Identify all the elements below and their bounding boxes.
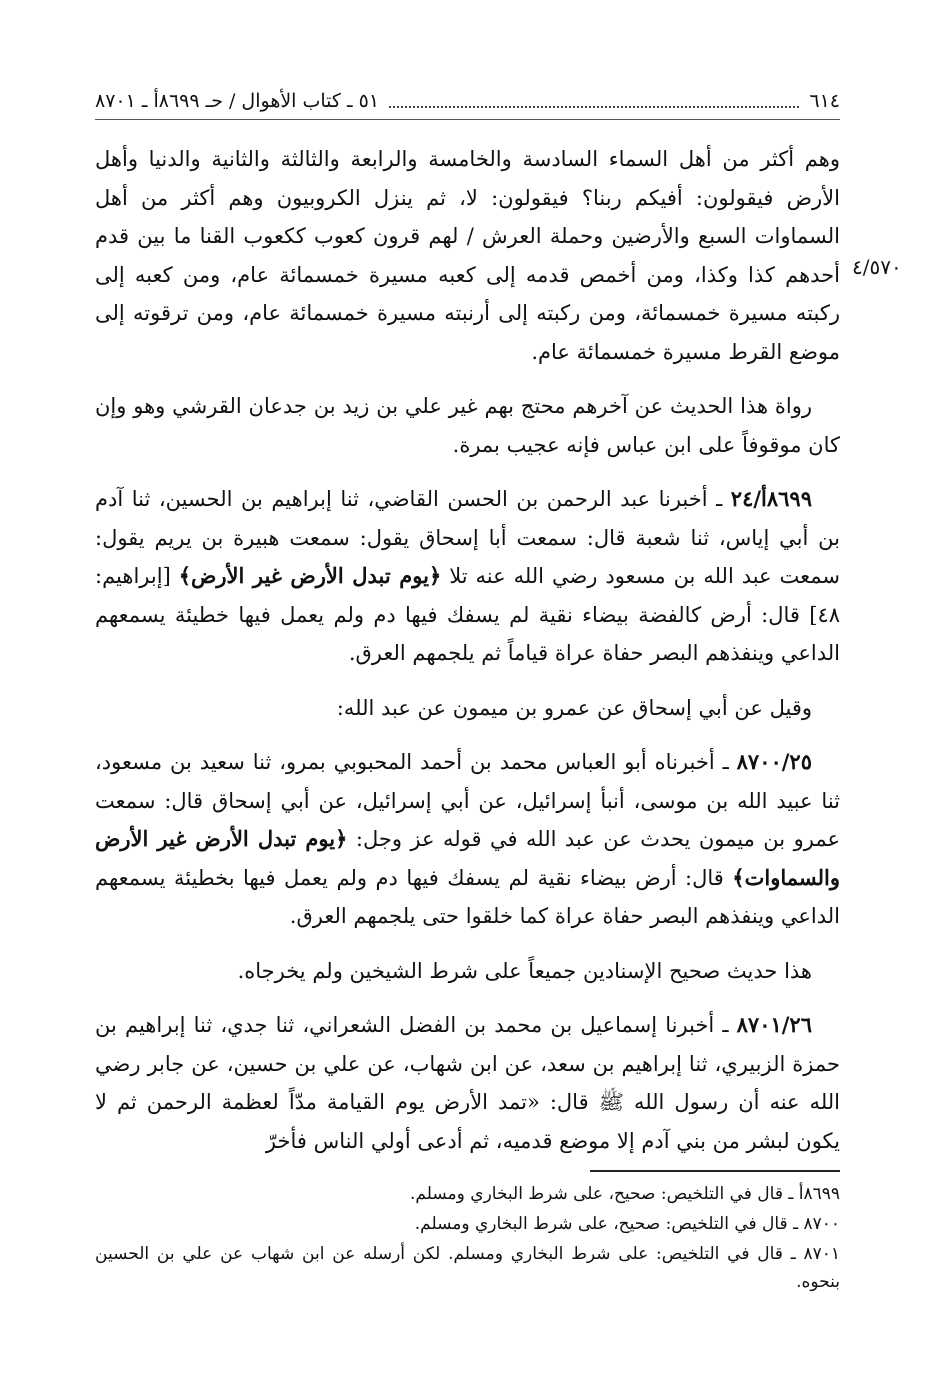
hadith-text: قال: أرض بيضاء نقية لم يسفك فيها دم ولم يعمل فيها بخطيئة يسمعهم الداعي وينفذهم البصر حفاة عراة كما خلقوا حتى يلجمهم العرق.	[95, 865, 840, 928]
footnote: ٨٧٠١ ـ قال في التلخيص: على شرط البخاري ومسلم. لكن أرسله عن ابن شهاب عن علي بن الحسين بنحوه.	[95, 1244, 840, 1292]
page-header	[95, 84, 840, 118]
main-text	[95, 140, 840, 1176]
hadith-text: [إبراهيم: ٤٨] قال: أرض كالفضة بيضاء نقية لم يسفك فيها دم ولم يعمل فيها خطيئة يسمعهم الداعي وينفذهم البصر حفاة عراة قياماً ثم يلجمهم العرق.	[95, 564, 840, 665]
paragraph-commentary: رواة هذا الحديث عن آخرهم محتج بهم غير علي بن زيد بن جدعان القرشي وهو وإن كان موقوفاً على ابن عباس فإنه عجيب بمرة.	[95, 394, 840, 457]
paragraph-grading: هذا حديث صحيح الإسنادين جميعاً على شرط الشيخين ولم يخرجاه.	[237, 958, 812, 983]
paragraph-continuation: وهم أكثر من أهل السماء السادسة والخامسة والرابعة والثالثة والثانية والدنيا وأهل الأرض فيقولون: أفيكم ربنا؟ فيقولون: لا، ثم ينزل الكروبيون وهم أكثر من أهل السماوات السبع والأرضين وحملة العرش / لهم قرون كعوب ككعوب القنا ما بين قدم أحدهم كذا وكذا، ومن أخمص قدمه إلى كعبه مسيرة خمسمائة عام، ومن كعبه إلى ركبته مسيرة خمسمائة، ومن ركبته إلى أرنبته مسيرة خمسمائة عام، ومن ترقوته إلى موضع القرط مسيرة خمسمائة عام.	[95, 147, 840, 364]
footnotes	[95, 1180, 840, 1298]
hadith-8700	[95, 743, 840, 936]
footnote: ٨٦٩٩أ ـ قال في التلخيص: صحيح، على شرط البخاري ومسلم.	[410, 1184, 840, 1204]
quran-quote: ﴿يوم تبدل الأرض غير الأرض﴾	[178, 563, 442, 588]
paragraph-note: وقيل عن أبي إسحاق عن عمرو بن ميمون عن عبد الله:	[336, 695, 812, 720]
header-rule	[95, 119, 840, 120]
footnote: ٨٧٠٠ ـ قال في التلخيص: صحيح، على شرط البخاري ومسلم.	[414, 1214, 840, 1234]
hadith-number: ٨٧٠٠/٢٥	[736, 749, 812, 774]
hadith-number: ٨٦٩٩أ/٢٤	[730, 486, 812, 511]
hadith-8699a	[95, 480, 840, 673]
quran-quote: ﴿يوم تبدل الأرض غير الأرض والسماوات﴾	[95, 826, 840, 890]
hadith-chain: ـ أخبرناه أبو العباس محمد بن أحمد المحبوبي بمرو، ثنا سعيد بن مسعود، ثنا عبيد الله بن موسى، أنبأ إسرائيل، عن أبي إسرائيل، عن أبي إسحاق قال: سمعت عمرو بن ميمون يحدث عن عبد الله في قوله عز وجل:	[95, 750, 840, 851]
hadith-text: ـ أخبرنا إسماعيل بن محمد بن الفضل الشعراني، ثنا جدي، ثنا إبراهيم بن حمزة الزبيري، ثنا إبراهيم بن سعد، عن ابن شهاب، عن علي بن حسين، عن جابر رضي الله عنه أن رسول الله ﷺ قال: «تمد الأرض يوم القيامة مدّاً لعظمة الرحمن ثم لا يكون لبشر من بني آدم إلا موضع قدميه، ثم أدعى أولي الناس فأخرّ	[95, 1013, 840, 1153]
page-number: ٦١٤	[809, 90, 840, 112]
hadith-number: ٨٧٠١/٢٦	[736, 1012, 812, 1037]
running-title: ٥١ ـ كتاب الأهوال / حـ ٨٦٩٩أ ـ ٨٧٠١	[95, 90, 380, 112]
hadith-8701	[95, 1006, 840, 1160]
margin-reference: ٤/٥٧٠	[852, 255, 902, 279]
footnote-rule	[590, 1170, 840, 1172]
header-dot-leader	[389, 106, 799, 108]
hadith-chain: ـ أخبرنا عبد الرحمن بن الحسن القاضي، ثنا إبراهيم بن الحسين، ثنا آدم بن أبي إياس، ثنا شعبة قال: سمعت أبا إسحاق يقول: سمعت هبيرة بن يريم يقول: سمعت عبد الله بن مسعود رضي الله عنه تلا	[95, 487, 841, 588]
